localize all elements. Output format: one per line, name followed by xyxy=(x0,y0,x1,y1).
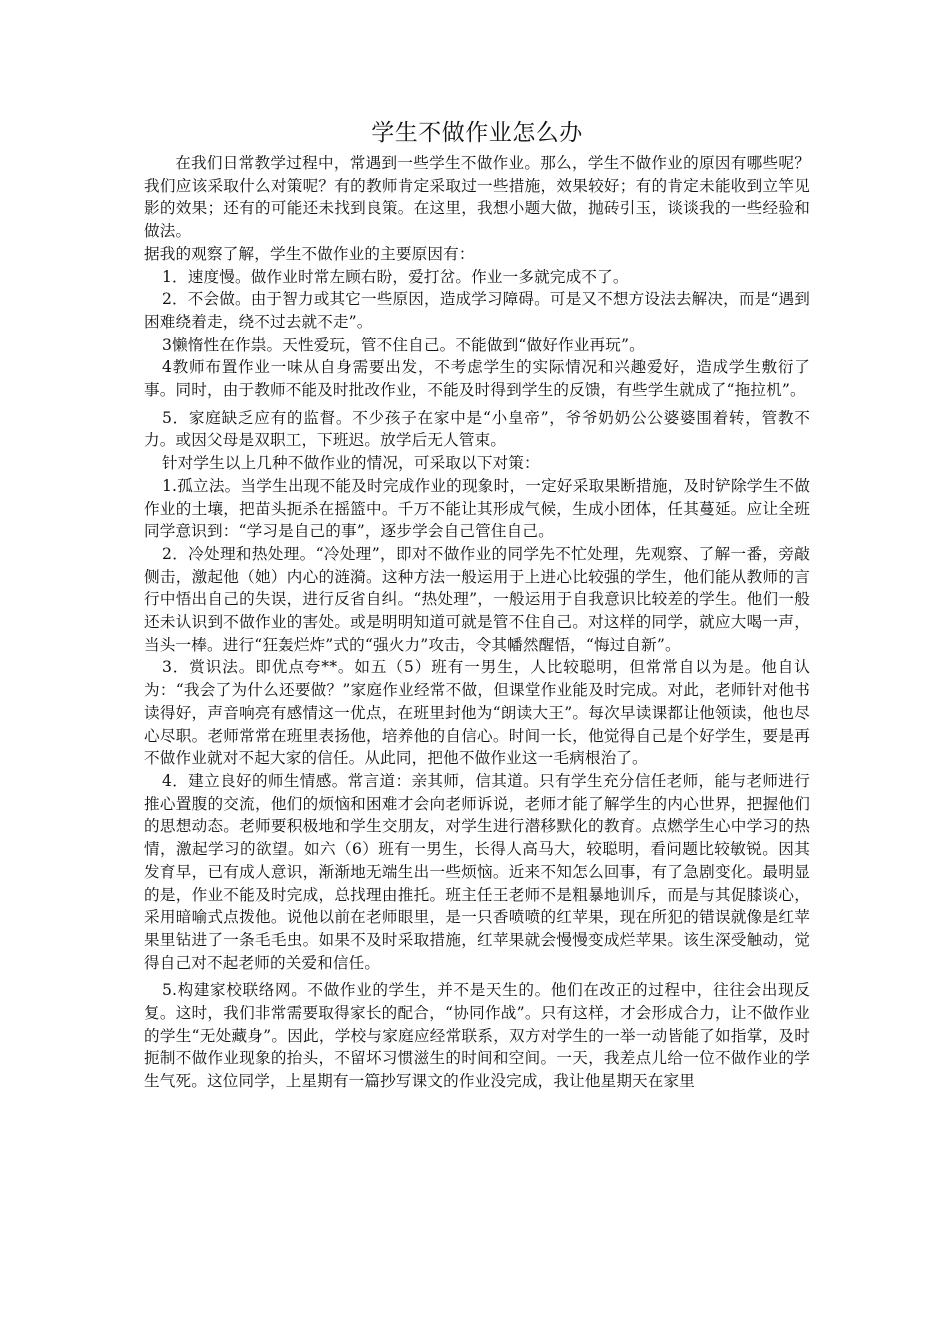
document-title: 学生不做作业怎么办 xyxy=(371,120,583,146)
causes-heading: 据我的观察了解，学生不做作业的主要原因有： xyxy=(144,244,475,263)
measure-item-5: 5.构建家校联络网。不做作业的学生，并不是天生的。他们在改正的过程中，往往会出现反复。这时，我们非常需要取得家长的配合，“协同作战”。只有这样，才会形成合力，让不做作业的学生“无处藏身”。因此，学校与家庭应经常联系，双方对学生的一举一动皆能了如指掌，及时扼制不做作业现象的抬头，不留坏习惯滋生的时间和空间。一天，我差点儿给一位不做作业的学生气死。这位同学，上星期有一篇抄写课文的作业没完成，我让他星期天在家里 xyxy=(144,981,810,1091)
cause-item-4: 4教师布置作业一味从自身需要出发，不考虑学生的实际情况和兴趣爱好，造成学生敷衍了事。同时，由于教师不能及时批改作业，不能及时得到学生的反馈，有些学生就成了“拖拉机”。 xyxy=(144,358,810,400)
document-page xyxy=(144,116,810,1093)
cause-item-5: 5．家庭缺乏应有的监督。不少孩子在家中是“小皇帝”，爷爷奶奶公公婆婆围着转，管教不力。或因父母是双职工，下班迟。放学后无人管束。 xyxy=(144,408,810,450)
measure-item-3: 3．赏识法。即优点夸**。如五（5）班有一男生，人比较聪明，但常常自以为是。他自认为：“我会了为什么还要做？”家庭作业经常不做，但课堂作业能及时完成。对此，老师针对他书读得好，声音响亮有感情这一优点，在班里封他为“朗读大王”。每次早读课都让他领读，他也尽心尽职。老师常常在班里表扬他，培养他的自信心。时间一长，他觉得自己是个好学生，要是再不做作业就对不起大家的信任。从此同，把他不做作业这一毛病根治了。 xyxy=(144,658,810,768)
measures-heading: 针对学生以上几种不做作业的情况，可采取以下对策： xyxy=(161,454,540,473)
measure-item-4: 4．建立良好的师生情感。常言道：亲其师，信其道。只有学生充分信任老师，能与老师进行推心置腹的交流，他们的烦恼和困难才会向老师诉说，老师才能了解学生的内心世界，把握他们的思想动态。老师要积极地和学生交朋友，对学生进行潜移默化的教育。点燃学生心中学习的热情，激起学习的欲望。如六（6）班有一男生，长得人高马大，较聪明，看问题比较敏锐。因其发育早，已有成人意识，渐渐地无端生出一些烦恼。近来不知怎么回事，有了急剧变化。最明显的是，作业不能及时完成，总找理由推托。班主任王老师不是粗暴地训斥，而是与其促膝谈心，采用暗喻式点拨他。说他以前在老师眼里，是一只香喷喷的红苹果，现在所犯的错误就像是红苹果里钻进了一条毛毛虫。如果不及时采取措施，红苹果就会慢慢变成烂苹果。该生深受触动，觉得自己对不起老师的关爱和信任。 xyxy=(144,771,810,972)
cause-item-3: 3懒惰性在作祟。天性爱玩，管不住自己。不能做到“做好作业再玩”。 xyxy=(161,335,645,354)
cause-item-1: 1．速度慢。做作业时常左顾右盼，爱打岔。作业一多就完成不了。 xyxy=(161,267,629,286)
measure-item-1: 1.孤立法。当学生出现不能及时完成作业的现象时，一定好采取果断措施，及时铲除学生不做作业的土壤，把苗头扼杀在摇篮中。千万不能让其形成气候，生成小团体，任其蔓延。应让全班同学意识到：“学习是自己的事”，逐步学会自己管住自己。 xyxy=(144,476,810,541)
measure-item-2: 2．冷处理和热处理。“冷处理”，即对不做作业的同学先不忙处理，先观察、了解一番，旁敲侧击，激起他（她）内心的涟漪。这种方法一般运用于上进心比较强的学生，他们能从教师的言行中悟出自己的失误，进行反省自纠。“热处理”，一般运用于自我意识比较差的学生。他们一般还未认识到不做作业的害处。或是明明知道可就是管不住自己。对这样的同学，就应大喝一声，当头一棒。进行“狂轰烂炸”式的“强火力”攻击，令其幡然醒悟，“悔过自新”。 xyxy=(144,544,810,654)
intro-paragraph: 在我们日常教学过程中，常遇到一些学生不做作业。那么，学生不做作业的原因有哪些呢？我们应该采取什么对策呢？有的教师肯定采取过一些措施，效果较好；有的肯定未能收到立竿见影的效果；还有的可能还未找到良策。在这里，我想小题大做，抛砖引玉，谈谈我的一些经验和做法。 xyxy=(144,154,810,241)
cause-item-2: 2．不会做。由于智力或其它一些原因，造成学习障碍。可是又不想方设法去解决，而是“遇到困难绕着走，绕不过去就不走”。 xyxy=(144,290,810,331)
